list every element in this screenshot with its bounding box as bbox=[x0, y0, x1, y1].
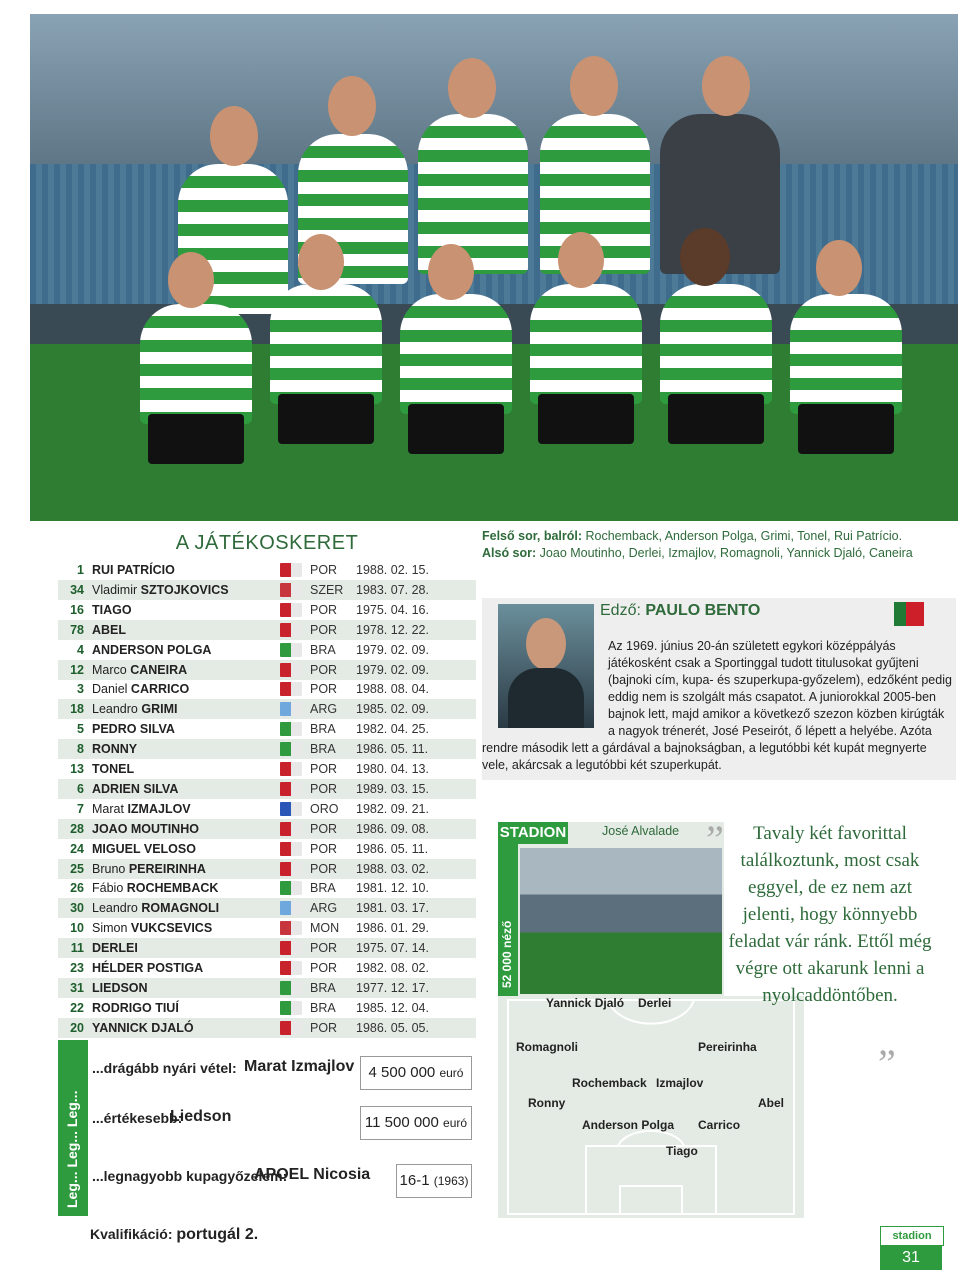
player-head bbox=[680, 228, 730, 286]
player-nationality: ORO bbox=[310, 801, 339, 816]
leg-box-unit: euró bbox=[443, 1116, 468, 1130]
player-name bbox=[92, 759, 272, 779]
stadium-name: José Alvalade bbox=[602, 824, 680, 838]
flag-icon bbox=[280, 961, 302, 975]
player-nationality: POR bbox=[310, 861, 338, 876]
player-birthdate: 1979. 02. 09. bbox=[356, 662, 429, 677]
player-first-name: Daniel bbox=[92, 682, 131, 697]
player-birthdate: 1978. 12. 22. bbox=[356, 622, 429, 637]
player-last-name: ANDERSON POLGA bbox=[92, 642, 212, 657]
squad-row bbox=[58, 620, 476, 640]
player-name bbox=[92, 978, 272, 998]
player-first-name: Marco bbox=[92, 662, 131, 677]
player-birthdate: 1975. 04. 16. bbox=[356, 602, 429, 617]
squad-row bbox=[58, 1018, 476, 1038]
player-name bbox=[92, 878, 272, 898]
player-nationality: POR bbox=[310, 781, 338, 796]
player-nationality: POR bbox=[310, 622, 338, 637]
flag-icon bbox=[280, 722, 302, 736]
squad-row bbox=[58, 958, 476, 978]
player-number: 5 bbox=[77, 722, 84, 737]
player-birthdate: 1988. 08. 04. bbox=[356, 682, 429, 697]
squad-row bbox=[58, 660, 476, 680]
player-name bbox=[92, 699, 272, 719]
player-number: 78 bbox=[70, 622, 84, 637]
player-name bbox=[92, 679, 272, 699]
player-name bbox=[92, 560, 272, 580]
player-head bbox=[210, 106, 258, 166]
stadium-capacity-strip bbox=[498, 844, 518, 996]
player-nationality: POR bbox=[310, 762, 338, 776]
player-nationality: BRA bbox=[310, 742, 336, 757]
leg-label: ...legnagyobb kupagyőzelem: bbox=[92, 1168, 288, 1184]
leg-value: Liedson bbox=[170, 1108, 232, 1125]
leg-box-value: 16-1 bbox=[399, 1172, 430, 1189]
stadium-photo bbox=[520, 848, 722, 994]
caption-bottom-label: Alsó sor: bbox=[482, 546, 537, 560]
flag-icon bbox=[280, 762, 302, 776]
player-name bbox=[92, 839, 272, 859]
quote-text: Tavaly két favorittal találkoztunk, most csak eggyel, de ez nem azt jelenti, hogy könnyebb feladat vár ránk. Ettől még végre ott akarunk lenni a nyolcaddöntőben. bbox=[728, 823, 932, 1006]
player-number: 6 bbox=[77, 781, 84, 796]
leg-value: Marat Izmajlov bbox=[244, 1058, 355, 1075]
player-last-name: HÉLDER POSTIGA bbox=[92, 961, 204, 975]
player-number: 28 bbox=[70, 821, 84, 836]
player-number: 13 bbox=[70, 762, 84, 776]
player-shorts bbox=[148, 414, 244, 464]
player-head bbox=[168, 252, 214, 308]
player-last-name: RODRIGO TIUÍ bbox=[92, 1000, 179, 1015]
player-nationality: POR bbox=[310, 821, 338, 836]
leg-label: ...értékesebb: bbox=[92, 1110, 183, 1126]
squad-row bbox=[58, 799, 476, 819]
player-birthdate: 1986. 05. 11. bbox=[356, 742, 429, 757]
player-birthdate: 1982. 08. 02. bbox=[356, 961, 429, 975]
player-nationality: BRA bbox=[310, 722, 336, 737]
coach-name: PAULO BENTO bbox=[645, 602, 761, 619]
player-nationality: MON bbox=[310, 921, 340, 936]
player-figure bbox=[270, 284, 382, 404]
position-label: Izmajlov bbox=[656, 1076, 704, 1090]
player-last-name: VUKCSEVICS bbox=[130, 921, 213, 936]
leg-box-value: 11 500 000 bbox=[364, 1114, 439, 1131]
flag-icon bbox=[280, 682, 302, 696]
squad-row bbox=[58, 759, 476, 779]
player-first-name: Bruno bbox=[92, 861, 129, 876]
flag-icon bbox=[280, 941, 302, 955]
player-birthdate: 1988. 02. 15. bbox=[356, 563, 429, 577]
player-last-name: TIAGO bbox=[92, 602, 132, 617]
leg-strip-text: Leg... Leg... Leg... bbox=[64, 1090, 80, 1208]
player-figure bbox=[400, 294, 512, 414]
player-birthdate: 1988. 03. 02. bbox=[356, 861, 429, 876]
coach-label: Edző: bbox=[600, 602, 646, 619]
player-birthdate: 1986. 09. 08. bbox=[356, 821, 429, 836]
flag-icon bbox=[280, 782, 302, 796]
player-shorts bbox=[538, 394, 634, 444]
player-nationality: BRA bbox=[310, 980, 336, 995]
squad-row bbox=[58, 600, 476, 620]
flag-icon bbox=[280, 563, 302, 577]
player-name bbox=[92, 819, 272, 839]
flag-icon bbox=[280, 742, 302, 756]
player-head bbox=[328, 76, 376, 136]
position-label: Anderson Polga bbox=[582, 1118, 675, 1132]
player-birthdate: 1981. 03. 17. bbox=[356, 901, 429, 916]
player-birthdate: 1986. 05. 11. bbox=[356, 841, 429, 856]
player-last-name: TONEL bbox=[92, 762, 135, 776]
player-nationality: POR bbox=[310, 941, 338, 956]
flag-icon bbox=[280, 1001, 302, 1015]
player-number: 8 bbox=[77, 742, 84, 757]
flag-icon bbox=[280, 663, 302, 677]
flag-icon bbox=[280, 583, 302, 597]
player-first-name: Fábio bbox=[92, 881, 127, 896]
caption-top bbox=[482, 528, 952, 545]
player-figure bbox=[790, 294, 902, 414]
caption-bottom bbox=[482, 545, 952, 562]
position-label: Derlei bbox=[638, 996, 672, 1010]
squad-row bbox=[58, 719, 476, 739]
player-nationality: POR bbox=[310, 602, 338, 617]
player-nationality: POR bbox=[310, 841, 338, 856]
player-first-name: Leandro bbox=[92, 702, 142, 717]
page-badge bbox=[880, 1226, 942, 1270]
flag-icon bbox=[280, 881, 302, 895]
qualification-label: Kvalifikáció: bbox=[90, 1226, 177, 1242]
player-last-name: MIGUEL VELOSO bbox=[92, 841, 196, 856]
player-birthdate: 1986. 01. 29. bbox=[356, 921, 429, 936]
player-nationality: POR bbox=[310, 1020, 338, 1035]
player-birthdate: 1982. 04. 25. bbox=[356, 722, 429, 737]
position-label: Abel bbox=[758, 1096, 785, 1110]
player-number: 31 bbox=[70, 980, 84, 995]
squad-row bbox=[58, 878, 476, 898]
squad-row bbox=[58, 560, 476, 580]
player-head bbox=[298, 234, 344, 290]
player-nationality: POR bbox=[310, 961, 338, 975]
player-first-name: Simon bbox=[92, 921, 131, 936]
player-last-name: ADRIEN SILVA bbox=[92, 781, 179, 796]
qualification-value: portugál 2. bbox=[176, 1226, 259, 1243]
player-name bbox=[92, 958, 272, 978]
leg-box bbox=[360, 1056, 472, 1090]
squad-row bbox=[58, 819, 476, 839]
player-figure bbox=[140, 304, 252, 424]
player-birthdate: 1985. 02. 09. bbox=[356, 702, 429, 717]
player-name bbox=[92, 620, 272, 640]
flag-icon bbox=[280, 981, 302, 995]
player-shorts bbox=[668, 394, 764, 444]
player-number: 23 bbox=[70, 961, 84, 975]
flag-icon bbox=[280, 901, 302, 915]
formation-pitch bbox=[498, 996, 804, 1218]
player-name bbox=[92, 640, 272, 660]
player-name bbox=[92, 600, 272, 620]
player-last-name: ROCHEMBACK bbox=[126, 881, 219, 896]
coach-box bbox=[482, 598, 956, 780]
player-nationality: BRA bbox=[310, 642, 336, 657]
player-number: 26 bbox=[70, 881, 84, 896]
squad-row bbox=[58, 739, 476, 759]
player-name bbox=[92, 799, 272, 819]
player-number: 25 bbox=[70, 861, 84, 876]
position-label: Romagnoli bbox=[516, 1040, 578, 1054]
player-name bbox=[92, 739, 272, 759]
player-number: 16 bbox=[70, 602, 84, 617]
position-label: Yannick Djaló bbox=[546, 996, 625, 1010]
player-nationality: BRA bbox=[310, 881, 336, 896]
player-name bbox=[92, 779, 272, 799]
position-label: Tiago bbox=[666, 1144, 698, 1158]
player-number: 10 bbox=[70, 921, 84, 936]
player-nationality: POR bbox=[310, 682, 338, 697]
player-last-name: CANEIRA bbox=[130, 662, 188, 677]
caption-top-label: Felső sor, balról: bbox=[482, 529, 583, 543]
player-nationality: SZER bbox=[310, 582, 344, 597]
player-number: 4 bbox=[77, 642, 84, 657]
flag-icon bbox=[280, 862, 302, 876]
player-nationality: POR bbox=[310, 662, 338, 677]
player-shorts bbox=[278, 394, 374, 444]
player-head bbox=[448, 58, 496, 118]
brand-logo: stadion bbox=[880, 1226, 944, 1246]
leg-value: APOEL Nicosia bbox=[254, 1166, 371, 1183]
squad-row bbox=[58, 978, 476, 998]
player-birthdate: 1980. 04. 13. bbox=[356, 762, 429, 776]
coach-title bbox=[600, 602, 760, 620]
player-figure bbox=[418, 114, 528, 274]
player-head bbox=[558, 232, 604, 288]
player-name bbox=[92, 859, 272, 879]
flag-icon bbox=[280, 702, 302, 716]
player-nationality: ARG bbox=[310, 702, 338, 717]
squad-title: A JÁTÉKOSKERET bbox=[175, 532, 359, 554]
coach-bio bbox=[482, 638, 952, 774]
squad-row bbox=[58, 859, 476, 879]
leg-box bbox=[360, 1106, 472, 1140]
player-first-name: Vladimir bbox=[92, 582, 141, 597]
flag-icon bbox=[280, 802, 302, 816]
player-number: 7 bbox=[77, 801, 84, 816]
stadium-capacity: 52 000 néző bbox=[500, 920, 514, 988]
squad-row bbox=[58, 699, 476, 719]
player-birthdate: 1985. 12. 04. bbox=[356, 1000, 429, 1015]
flag-icon bbox=[280, 921, 302, 935]
player-shorts bbox=[798, 404, 894, 454]
player-nationality: POR bbox=[310, 563, 338, 577]
leg-item-transfer bbox=[88, 1052, 474, 1092]
player-number: 1 bbox=[77, 563, 84, 577]
player-birthdate: 1982. 09. 21. bbox=[356, 801, 429, 816]
player-number: 34 bbox=[70, 582, 84, 597]
player-figure bbox=[530, 284, 642, 404]
flag-icon bbox=[280, 842, 302, 856]
player-number: 11 bbox=[70, 941, 84, 956]
position-label: Ronny bbox=[528, 1096, 566, 1110]
player-head bbox=[816, 240, 862, 296]
squad-row bbox=[58, 640, 476, 660]
player-last-name: ABEL bbox=[92, 622, 127, 637]
player-name bbox=[92, 719, 272, 739]
leg-strip bbox=[58, 1040, 88, 1216]
quote bbox=[720, 820, 940, 1009]
player-shorts bbox=[408, 404, 504, 454]
coach-bio-text: Az 1969. június 20-án született egykori középpályás játékosként csak a Sportinggal tudott titulusokat gyűjteni (bajnoki cím, kupa- és szuperkupa-győzelem), edzőként pedig eddig nem is szolgált más csapatot. A juniorokkal 2005-ben bajnok lett, majd amikor a következő szezon közben kirúgták a nagyok trénerét, José Peseirót, ő lépett a helyébe. Azóta rendre második lett a gárdával a bajnokságban, a legutóbbi két kupát megnyerte vele, akárcsak a legutóbbi két szuperkupát. bbox=[482, 639, 952, 772]
flag-icon bbox=[280, 643, 302, 657]
player-birthdate: 1986. 05. 05. bbox=[356, 1020, 429, 1035]
player-name bbox=[92, 998, 272, 1018]
flag-icon bbox=[280, 1021, 302, 1035]
player-name bbox=[92, 898, 272, 918]
squad-row bbox=[58, 679, 476, 699]
player-last-name: GRIMI bbox=[141, 702, 178, 717]
flag-icon bbox=[280, 603, 302, 617]
player-nationality: ARG bbox=[310, 901, 338, 916]
player-number: 22 bbox=[70, 1000, 84, 1015]
player-first-name: Leandro bbox=[92, 901, 142, 916]
qualification bbox=[90, 1226, 390, 1248]
player-name bbox=[92, 918, 272, 938]
caption-bottom-names: Joao Moutinho, Derlei, Izmajlov, Romagnoli, Yannick Djaló, Caneira bbox=[536, 546, 913, 560]
player-last-name: ROMAGNOLI bbox=[141, 901, 220, 916]
player-birthdate: 1975. 07. 14. bbox=[356, 941, 429, 956]
photo-caption bbox=[482, 528, 952, 562]
squad-row bbox=[58, 938, 476, 958]
player-birthdate: 1979. 02. 09. bbox=[356, 642, 429, 657]
squad-row bbox=[58, 839, 476, 859]
player-number: 24 bbox=[70, 841, 84, 856]
player-figure bbox=[660, 284, 772, 404]
leg-box-unit: (1963) bbox=[433, 1174, 469, 1188]
player-head bbox=[702, 56, 750, 116]
flag-icon bbox=[280, 623, 302, 637]
position-label: Carrico bbox=[698, 1118, 741, 1132]
player-last-name: RUI PATRÍCIO bbox=[92, 563, 175, 577]
player-head bbox=[570, 56, 618, 116]
player-name bbox=[92, 580, 272, 600]
player-head bbox=[428, 244, 474, 300]
coach-text-float bbox=[482, 638, 608, 738]
quote-close-icon: ” bbox=[878, 1041, 896, 1086]
player-last-name: YANNICK DJALÓ bbox=[92, 1020, 194, 1035]
quote-open-icon: ” bbox=[706, 817, 724, 862]
page-number: 31 bbox=[880, 1246, 942, 1270]
player-number: 20 bbox=[70, 1020, 84, 1035]
player-name bbox=[92, 660, 272, 680]
squad-row bbox=[58, 779, 476, 799]
player-birthdate: 1977. 12. 17. bbox=[356, 980, 429, 995]
squad-row bbox=[58, 898, 476, 918]
player-first-name: Marat bbox=[92, 801, 128, 816]
leg-item-value bbox=[88, 1102, 474, 1142]
stadium-title: STADION bbox=[498, 822, 568, 844]
flag-icon bbox=[280, 822, 302, 836]
player-last-name: LIEDSON bbox=[92, 980, 148, 995]
player-name bbox=[92, 938, 272, 958]
player-last-name: JOAO MOUTINHO bbox=[92, 821, 199, 836]
player-birthdate: 1983. 07. 28. bbox=[356, 582, 429, 597]
player-last-name: PEREIRINHA bbox=[128, 861, 206, 876]
player-birthdate: 1989. 03. 15. bbox=[356, 781, 429, 796]
squad-row bbox=[58, 998, 476, 1018]
player-number: 30 bbox=[70, 901, 84, 916]
player-number: 12 bbox=[70, 662, 84, 677]
player-last-name: CARRICO bbox=[130, 682, 190, 697]
leg-box-unit: euró bbox=[439, 1066, 464, 1080]
squad-row bbox=[58, 580, 476, 600]
leg-box bbox=[396, 1164, 472, 1198]
leg-item-cup bbox=[88, 1160, 474, 1200]
player-last-name: SZTOJKOVICS bbox=[140, 582, 229, 597]
caption-top-names: Rochemback, Anderson Polga, Grimi, Tonel, Rui Patrício. bbox=[582, 529, 903, 543]
player-name bbox=[92, 1018, 272, 1038]
player-nationality: BRA bbox=[310, 1000, 336, 1015]
player-last-name: RONNY bbox=[92, 742, 138, 757]
leg-label: ...drágább nyári vétel: bbox=[92, 1060, 237, 1076]
squad-row bbox=[58, 918, 476, 938]
player-number: 18 bbox=[70, 702, 84, 717]
team-photo bbox=[30, 14, 958, 521]
player-last-name: PEDRO SILVA bbox=[92, 722, 175, 737]
stadium-box bbox=[498, 822, 724, 996]
player-number: 3 bbox=[77, 682, 84, 697]
portugal-flag-icon bbox=[894, 602, 924, 626]
position-label: Pereirinha bbox=[698, 1040, 757, 1054]
leg-box-value: 4 500 000 bbox=[368, 1064, 436, 1081]
position-label: Rochemback bbox=[572, 1076, 647, 1090]
player-last-name: IZMAJLOV bbox=[127, 801, 191, 816]
player-birthdate: 1981. 12. 10. bbox=[356, 881, 429, 896]
player-last-name: DERLEI bbox=[92, 941, 138, 956]
